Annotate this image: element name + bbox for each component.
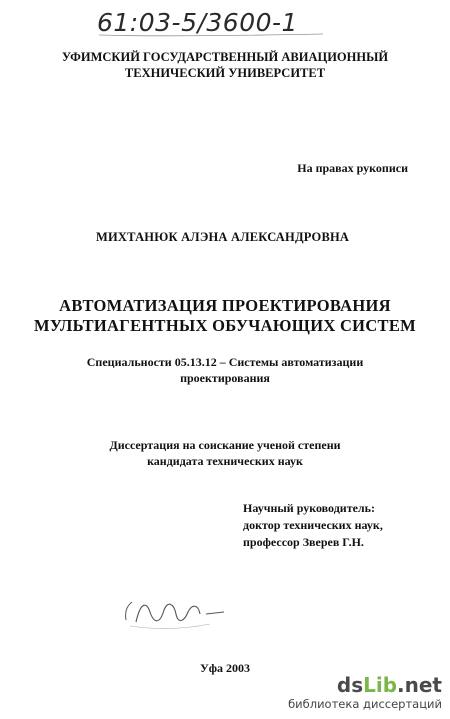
handwritten-archive-code (93, 4, 333, 38)
university-line-1: УФИМСКИЙ ГОСУДАРСТВЕННЫЙ АВИАЦИОННЫЙ (61, 50, 389, 64)
degree-line-2: кандидата технических наук (147, 454, 303, 468)
dslib-watermark-logo (282, 673, 442, 715)
university-name (0, 49, 450, 81)
manuscript-rights-note: На правах рукописи (297, 161, 408, 175)
university-line-2: ТЕХНИЧЕСКИЙ УНИВЕРСИТЕТ (124, 66, 326, 80)
supervisor-line-2: доктор технических наук, (243, 518, 383, 532)
watermark-logo-text: dsLib.net (336, 673, 442, 697)
dissertation-title (0, 296, 450, 336)
specialty-info (0, 354, 450, 386)
city-year: Уфа 2003 (199, 661, 251, 675)
degree-line-1: Диссертация на соискание ученой степени (109, 438, 341, 452)
specialty-line-2: проектирования (180, 371, 270, 385)
supervisor-line-3: профессор Зверев Г.Н. (243, 535, 364, 549)
scientific-supervisor (243, 500, 383, 551)
title-line-2: МУЛЬТИАГЕНТНЫХ ОБУЧАЮЩИХ СИСТЕМ (33, 316, 417, 335)
handwritten-signature (120, 590, 230, 634)
supervisor-line-1: Научный руководитель: (243, 501, 375, 515)
watermark-subtitle: библиотека диссертаций (288, 697, 442, 711)
handwritten-archive-code-text: 61:03-5/3600-1 (97, 8, 298, 37)
author-name: МИХТАНЮК АЛЭНА АЛЕКСАНДРОВНА (96, 230, 350, 244)
title-line-1: АВТОМАТИЗАЦИЯ ПРОЕКТИРОВАНИЯ (59, 296, 391, 315)
degree-statement (0, 437, 450, 469)
specialty-line-1: Специальности 05.13.12 – Системы автоматизации (86, 355, 364, 369)
